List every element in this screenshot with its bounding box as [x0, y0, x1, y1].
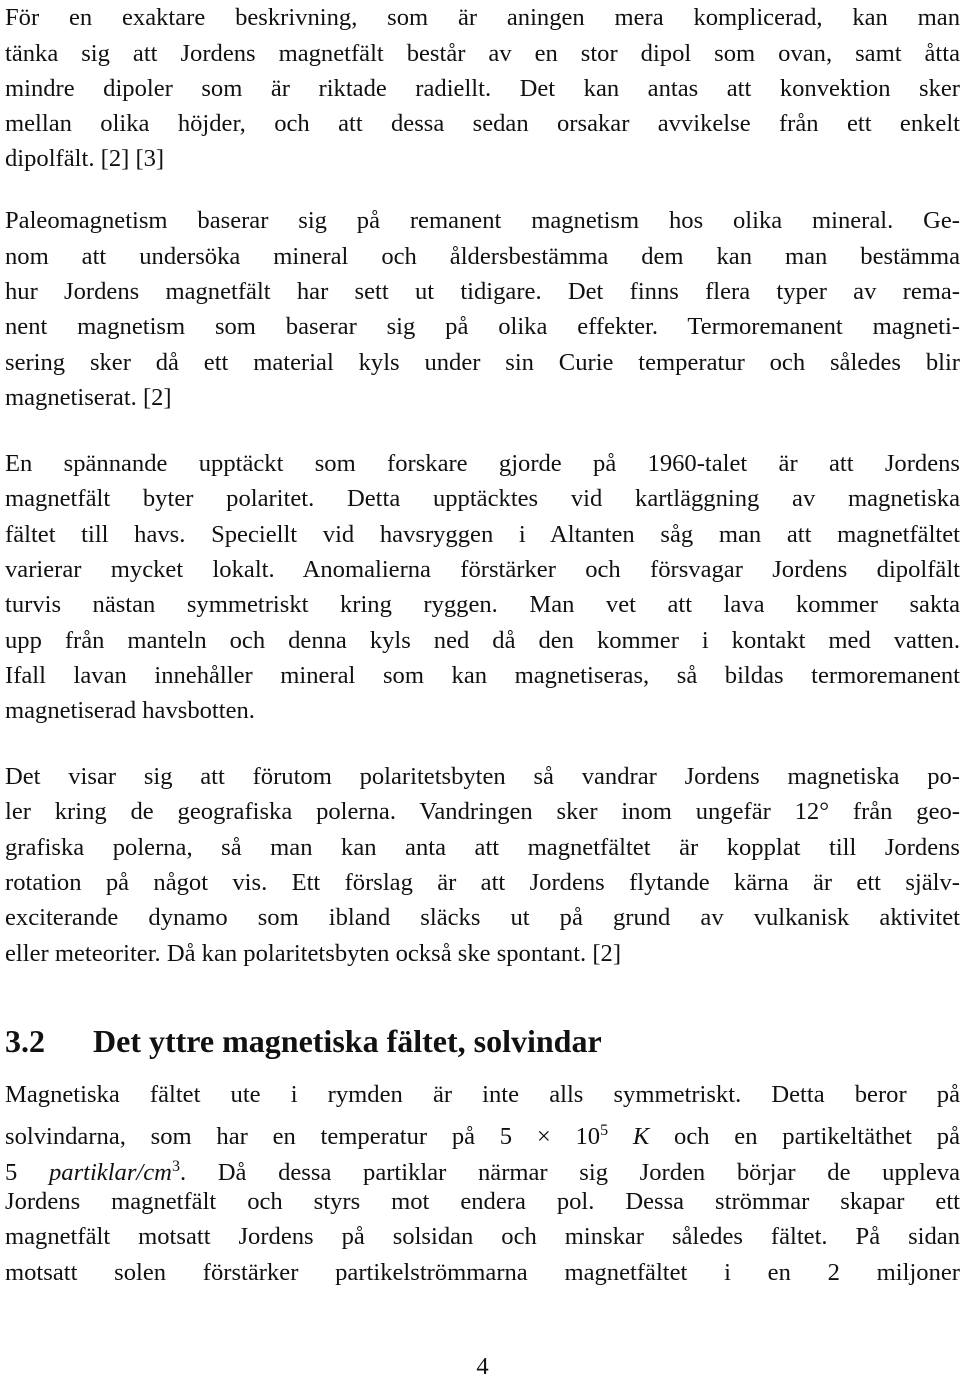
text-line: varierar mycket lokalt. Anomalierna förstärker och försvagar Jordens dipolfält — [5, 556, 960, 583]
text-segment: och en partikeltäthet på — [674, 1123, 960, 1151]
text-line: sering sker då ett material kyls under sin Curie temperatur och således blir — [5, 349, 960, 376]
exponent: 5 — [600, 1122, 609, 1139]
text-line: rotation på något vis. Ett förslag är att Jordens flytande kärna är ett själv- — [5, 869, 960, 896]
text-line: eller meteoriter. Då kan polaritetsbyten också ske spontant. [2] — [5, 940, 622, 967]
text-line: nent magnetism som baserar sig på olika effekter. Termoremanent magneti- — [5, 313, 960, 340]
text-line: För en exaktare beskrivning, som är aningen mera komplicerad, kan man — [5, 4, 960, 31]
text-line: mindre dipoler som är riktade radiellt. Det kan antas att konvektion sker — [5, 75, 960, 102]
section-number: 3.2 — [5, 1023, 45, 1059]
text-segment: solvindarna, som har en temperatur på 5 × 10 — [5, 1123, 601, 1151]
text-line: nom att undersöka mineral och åldersbestämma dem kan man bestämma — [5, 243, 960, 270]
text-line — [5, 1152, 960, 1188]
text-line: magnetiserad havsbotten. — [5, 697, 255, 724]
text-line: upp från manteln och denna kyls ned då den kommer i kontakt med vatten. — [5, 627, 960, 654]
text-line: motsatt solen förstärker partikelströmmarna magnetfältet i en 2 miljoner — [5, 1259, 960, 1286]
unit-kelvin: K — [632, 1123, 650, 1151]
text-line: mellan olika höjder, och att dessa sedan orsakar avvikelse från ett enkelt — [5, 110, 960, 137]
text-line: Jordens magnetfält och styrs mot endera pol. Dessa strömmar skapar ett — [5, 1188, 960, 1215]
section-title: Det yttre magnetiska fältet, solvindar — [93, 1023, 602, 1059]
text-line: tänka sig att Jordens magnetfält består av en stor dipol som ovan, samt åtta — [5, 40, 960, 67]
text-line: Magnetiska fältet ute i rymden är inte alls symmetriskt. Detta beror på — [5, 1081, 960, 1108]
text-line: fältet till havs. Speciellt vid havsryggen i Altanten såg man att magnetfältet — [5, 521, 960, 548]
exponent: 3 — [171, 1158, 180, 1175]
page-number: 4 — [476, 1353, 489, 1380]
text-line: Ifall lavan innehåller mineral som kan magnetiseras, så bildas termoremanent — [5, 662, 960, 689]
text-line: grafiska polerna, så man kan anta att magnetfältet är kopplat till Jordens — [5, 834, 960, 861]
text-segment: 5 — [5, 1159, 18, 1187]
text-line: magnetfält motsatt Jordens på solsidan och minskar således fältet. På sidan — [5, 1223, 960, 1250]
text-line: ler kring de geografiska polerna. Vandringen sker inom ungefär 12° från geo- — [5, 798, 960, 825]
text-line — [5, 1116, 960, 1152]
text-line: dipolfält. [2] [3] — [5, 145, 165, 172]
text-line: exciterande dynamo som ibland släcks ut på grund av vulkanisk aktivitet — [5, 904, 960, 931]
text-line: magnetfält byter polaritet. Detta upptäcktes vid kartläggning av magnetiska — [5, 485, 960, 512]
text-line: En spännande upptäckt som forskare gjorde på 1960-talet är att Jordens — [5, 450, 960, 477]
text-line: Paleomagnetism baserar sig på remanent magnetism hos olika mineral. Ge- — [5, 207, 960, 234]
text-line: magnetiserat. [2] — [5, 384, 172, 411]
text-line: hur Jordens magnetfält har sett ut tidigare. Det finns flera typer av rema- — [5, 278, 960, 305]
text-line: turvis nästan symmetriskt kring ryggen. Man vet att lava kommer sakta — [5, 591, 960, 618]
text-segment: . Då dessa partiklar närmar sig Jorden börjar de uppleva — [179, 1159, 960, 1187]
text-line: Det visar sig att förutom polaritetsbyten så vandrar Jordens magnetiska po- — [5, 763, 960, 790]
section-heading — [5, 1022, 602, 1060]
unit-density: partiklar/cm — [48, 1159, 172, 1187]
